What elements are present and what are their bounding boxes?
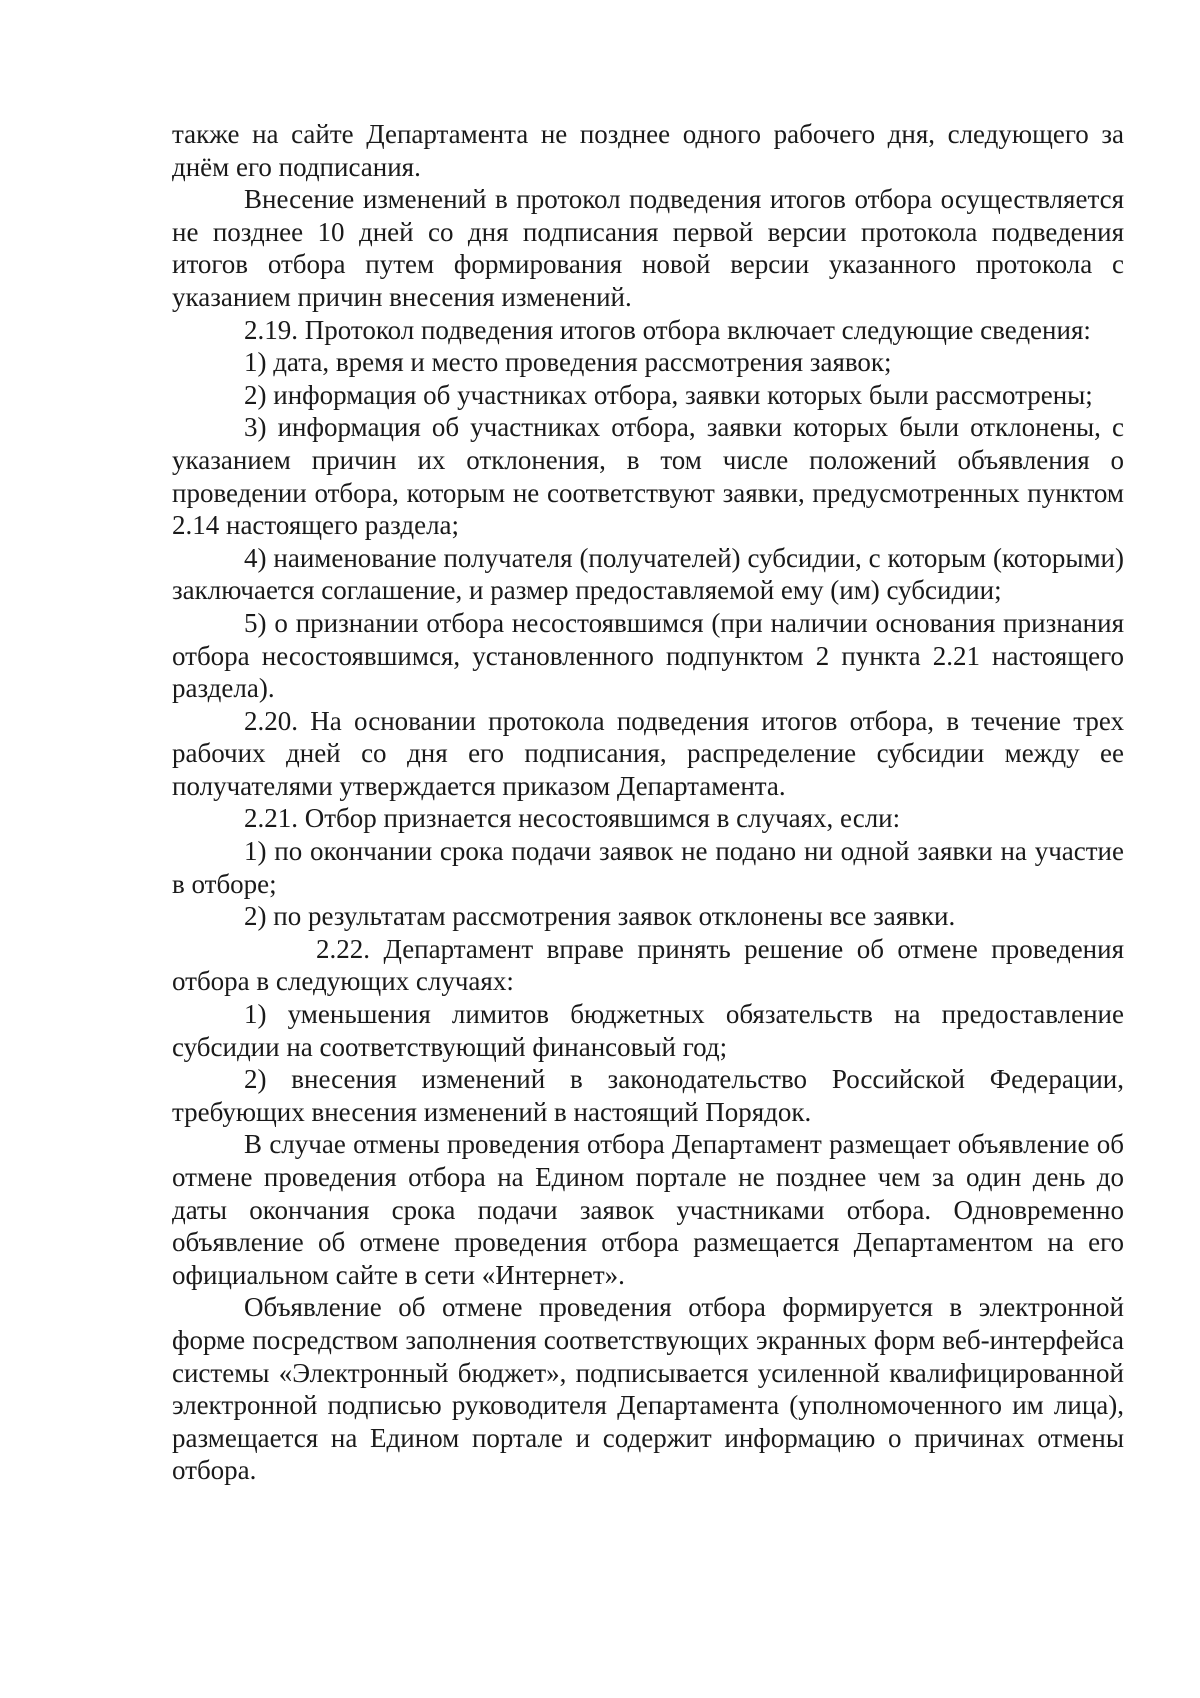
paragraph-protocol-changes: Внесение изменений в протокол подведения итогов отбора осуществляется не позднее 10 дней со дня подписания первой версии протокола подведения итогов отбора путем формирования новой версии указанного протокола с указанием причин внесения изменений.	[172, 184, 1124, 312]
list-item-2-19-1: 1) дата, время и место проведения рассмотрения заявок;	[244, 347, 892, 378]
list-item-2-21-1: 1) по окончании срока подачи заявок не подано ни одной заявки на участие в отборе;	[172, 836, 1124, 899]
document-page	[172, 118, 1124, 1487]
list-item-2-22-1: 1) уменьшения лимитов бюджетных обязательств на предоставление субсидии на соответствующий финансовый год;	[172, 999, 1124, 1062]
list-item-2-21-2: 2) по результатам рассмотрения заявок отклонены все заявки.	[244, 901, 956, 932]
paragraph-2-19: 2.19. Протокол подведения итогов отбора включает следующие сведения:	[244, 314, 1091, 345]
paragraph-continuation: также на сайте Департамента не позднее одного рабочего дня, следующего за днём его подписания.	[172, 119, 1124, 182]
paragraph-cancellation-notice: В случае отмены проведения отбора Департамент размещает объявление об отмене проведения отбора на Едином портале не позднее чем за один день до даты окончания срока подачи заявок участниками отбора. Одновременно объявление об отмене проведения отбора размещается Департаментом на его официальном сайте в сети «Интернет».	[172, 1129, 1124, 1290]
paragraph-cancellation-form: Объявление об отмене проведения отбора формируется в электронной форме посредством заполнения соответствующих экранных форм веб-интерфейса системы «Электронный бюджет», подписывается усиленной квалифицированной электронной подписью руководителя Департамента (уполномоченного им лица), размещается на Едином портале и содержит информацию о причинах отмены отбора.	[172, 1292, 1124, 1486]
paragraph-2-21: 2.21. Отбор признается несостоявшимся в случаях, если:	[244, 803, 901, 834]
list-item-2-19-3: 3) информация об участниках отбора, заявки которых были отклонены, с указанием причин их отклонения, в том числе положений объявления о проведении отбора, которым не соответствуют заявки, предусмотренных пунктом 2.14 настоящего раздела;	[172, 412, 1124, 541]
list-item-2-22-2: 2) внесения изменений в законодательство Российской Федерации, требующих внесения изменений в настоящий Порядок.	[172, 1064, 1124, 1127]
list-item-2-19-2: 2) информация об участниках отбора, заявки которых были рассмотрены;	[244, 379, 1093, 410]
paragraph-2-22: 2.22. Департамент вправе принять решение об отмене проведения отбора в следующих случаях:	[172, 933, 1124, 997]
paragraph-2-20: 2.20. На основании протокола подведения итогов отбора, в течение трех рабочих дней со дня его подписания, распределение субсидии между ее получателями утверждается приказом Департамента.	[172, 705, 1124, 801]
list-item-2-19-4: 4) наименование получателя (получателей) субсидии, с которым (которыми) заключается соглашение, и размер предоставляемой ему (им) субсидии;	[172, 542, 1124, 606]
list-item-2-19-5: 5) о признании отбора несостоявшимся (при наличии основания признания отбора несостоявшимся, установленного подпунктом 2 пункта 2.21 настоящего раздела).	[172, 607, 1124, 704]
